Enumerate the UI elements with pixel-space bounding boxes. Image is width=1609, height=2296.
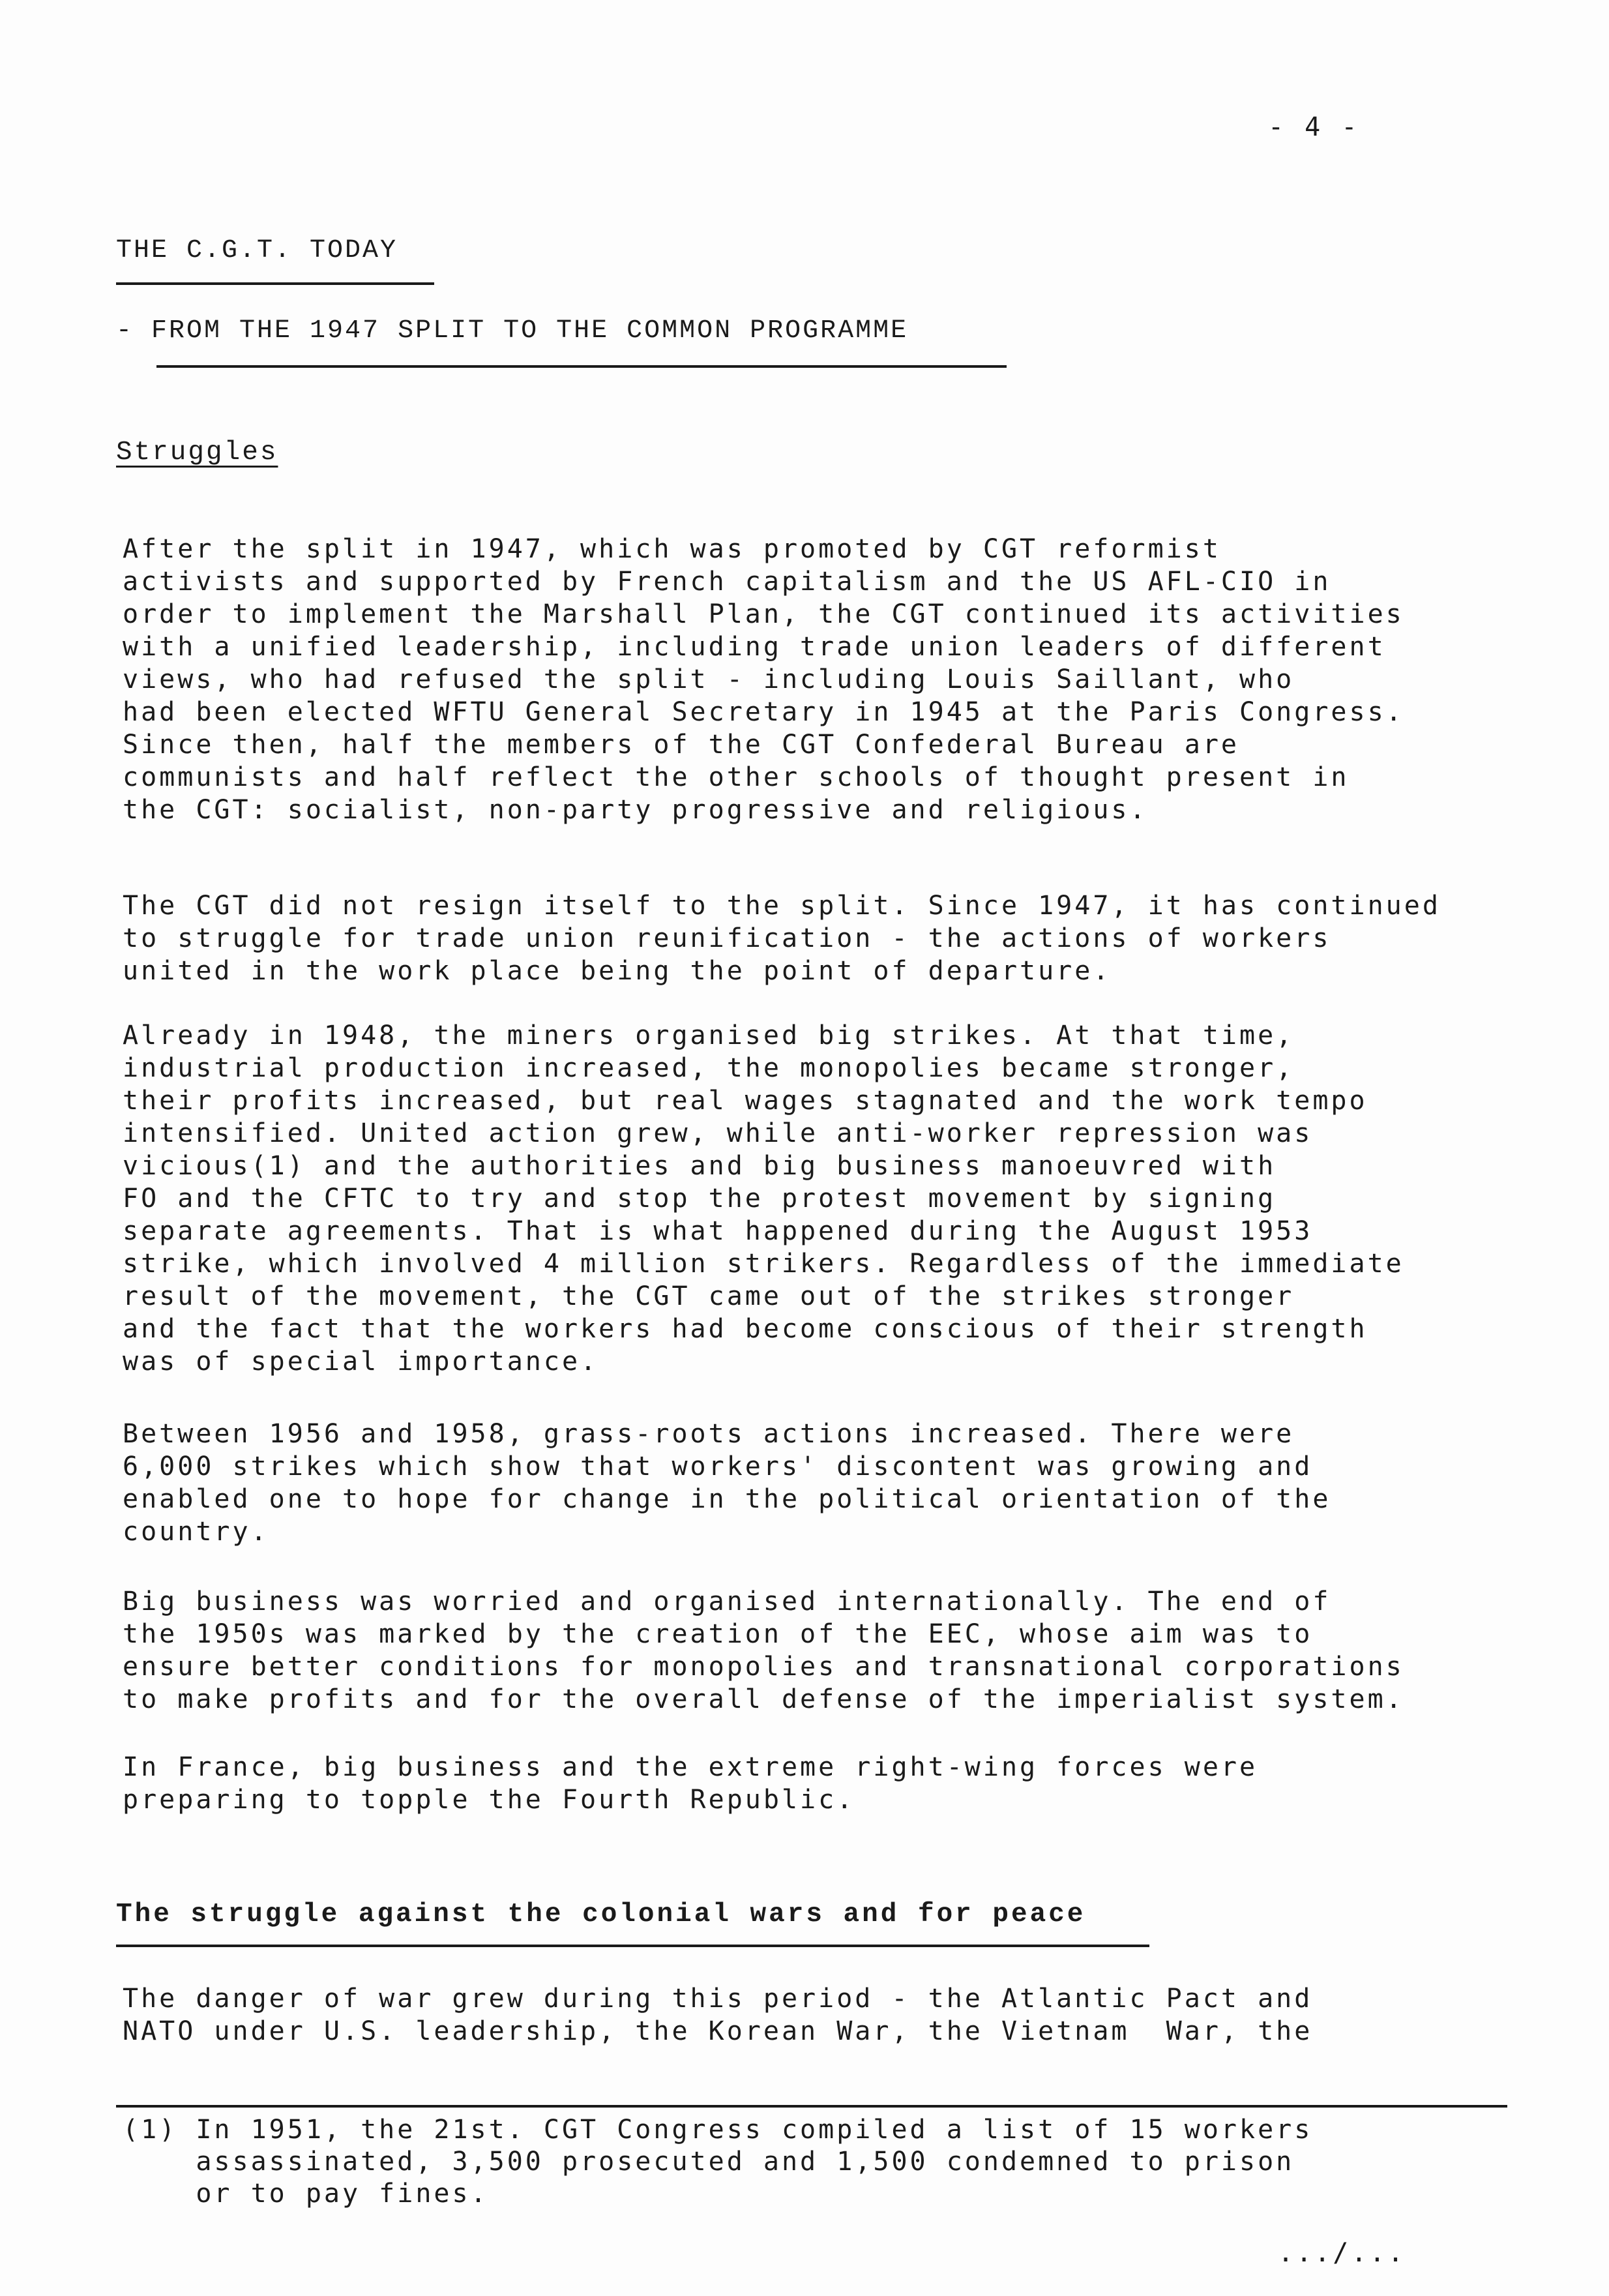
colonial-heading-underline <box>116 1945 1149 1947</box>
page-number: - 4 - <box>1268 112 1360 142</box>
paragraph-split-1947: After the split in 1947, which was promoted by CGT reformist activists and supported by French capitalism and the US AFL-CIO in order to implement the Marshall Plan, the CGT continued its activities with a unified leadership, including trade union leaders of different views, who had refused the split - including Louis Saillant, who had been elected WFTU General Secretary in 1945 at the Paris Congress. Since then, half the members of the CGT Confederal Bureau are communists and half reflect the other schools of thought present in the CGT: socialist, non-party progressive and religious. <box>123 534 1404 825</box>
footnote-separator <box>116 2105 1507 2108</box>
paragraph-reunification: The CGT did not resign itself to the split. Since 1947, it has continued to struggle for trade union reunification - the actions of workers united in the work place being the point of departure. <box>123 891 1441 986</box>
subtitle-underline <box>156 365 1007 368</box>
document-title: THE C.G.T. TODAY <box>116 236 398 265</box>
paragraph-fourth-republic: In France, big business and the extreme right-wing forces were preparing to topple the Fourth Republic. <box>123 1752 1258 1815</box>
section-heading-colonial-wars: The struggle against the colonial wars and for peace <box>116 1900 1086 1930</box>
section-heading-struggles: Struggles <box>116 438 278 468</box>
paragraph-danger-of-war: The danger of war grew during this period - the Atlantic Pact and NATO under U.S. leadership, the Korean War, the Vietnam War, the <box>123 1984 1313 2046</box>
paragraph-grass-roots: Between 1956 and 1958, grass-roots actions increased. There were 6,000 strikes which show that workers' discontent was growing and enabled one to hope for change in the political orientation of the country. <box>123 1419 1331 1547</box>
document-subtitle: - FROM THE 1947 SPLIT TO THE COMMON PROGRAMME <box>116 316 909 346</box>
footnote: (1) In 1951, the 21st. CGT Congress compiled a list of 15 workers assassinated, 3,500 prosecuted and 1,500 condemned to prison or to pay fines. <box>123 2115 1313 2209</box>
paragraph-big-business: Big business was worried and organised internationally. The end of the 1950s was marked by the creation of the EEC, whose aim was to ensure better conditions for monopolies and transnational corporations to make profits and for the overall defense of the imperialist system. <box>123 1587 1404 1714</box>
title-underline <box>116 282 434 285</box>
continuation-marker: .../... <box>1278 2238 1406 2268</box>
paragraph-miners-strikes: Already in 1948, the miners organised big strikes. At that time, industrial production increased, the monopolies became stronger, their profits increased, but real wages stagnated and the work tempo intensified. United action grew, while anti-worker repression was vicious(1) and the authorities and big business manoeuvred with FO and the CFTC to try and stop the protest movement by signing separate agreements. That is what happened during the August 1953 strike, which involved 4 million strikers. Regardless of the immediate result of the movement, the CGT came out of the strikes stronger and the fact that the workers had become conscious of their strength was of special importance. <box>123 1021 1404 1377</box>
